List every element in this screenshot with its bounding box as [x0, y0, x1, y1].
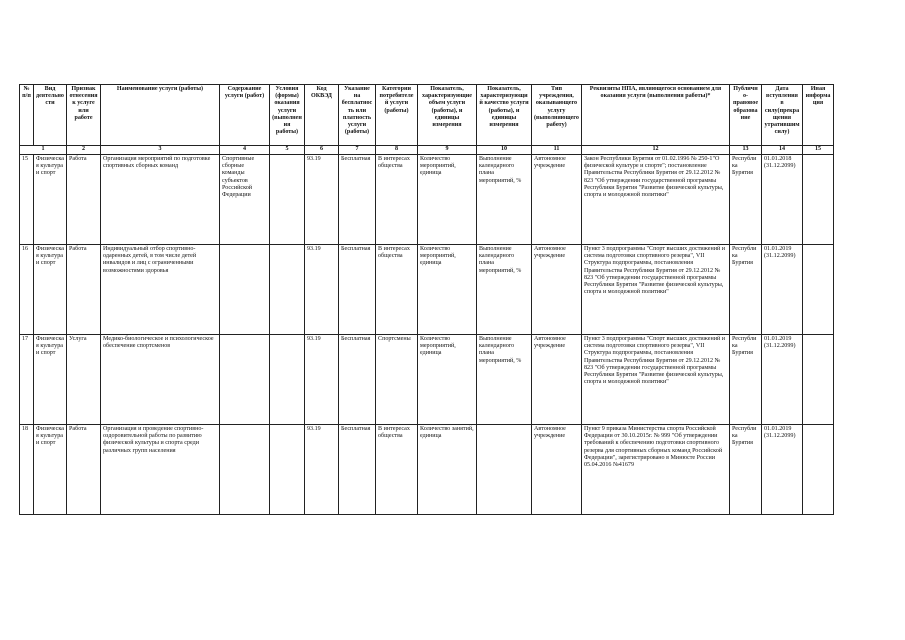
activity-cell: Физическая культура и спорт: [34, 245, 67, 335]
column-number: 15: [803, 146, 834, 155]
table-row: [20, 155, 834, 245]
table-row: [20, 245, 834, 335]
conditions-cell: [270, 335, 305, 425]
other-cell: [803, 425, 834, 515]
other-cell: [803, 245, 834, 335]
column-number-row: [20, 146, 834, 155]
column-number: 7: [339, 146, 376, 155]
npa-cell: Пункт 3 подпрограммы "Спорт высших достижений и система подготовки спортивного резерва", VII Структура подпрограммы, постановления Правительства Республики Бурятия от 29.12.2012 № 823 "Об утверждении государственной программы Республики Бурятия "Развитие физической культуры, спорта и молодежной политики": [582, 245, 730, 335]
column-number: 14: [762, 146, 803, 155]
header-cell: Дата вступления в силу(прекращения утратившим силу): [762, 85, 803, 146]
service-name-cell: Медико-биологическое и психологическое обеспечение спортсменов: [101, 335, 220, 425]
date-cell: 01.01.2019 (31.12.2099): [762, 425, 803, 515]
column-number: 13: [730, 146, 762, 155]
table-row: [20, 335, 834, 425]
quality-cell: Выполнение календарного плана мероприятий, %: [477, 155, 532, 245]
header-row: [20, 85, 834, 146]
type-cell: Работа: [67, 425, 101, 515]
header-cell: Содержание услуги (работ): [220, 85, 270, 146]
row-number: 16: [20, 245, 34, 335]
payment-cell: Бесплатная: [339, 155, 376, 245]
header-cell: Наименование услуги (работы): [101, 85, 220, 146]
table-row: [20, 425, 834, 515]
institution-cell: Автономное учреждение: [532, 425, 582, 515]
column-number: 4: [220, 146, 270, 155]
content-cell: Спортивные сборные команды субъектов Российской Федерации: [220, 155, 270, 245]
volume-cell: Количество мероприятий, единица: [418, 155, 477, 245]
consumers-cell: В интересах общества: [376, 155, 418, 245]
institution-cell: Автономное учреждение: [532, 245, 582, 335]
payment-cell: Бесплатная: [339, 335, 376, 425]
volume-cell: Количество мероприятий, единица: [418, 245, 477, 335]
okved-cell: 93.19: [305, 245, 339, 335]
header-cell: Код ОКВЭД: [305, 85, 339, 146]
npa-cell: Пункт 3 подпрограммы "Спорт высших достижений и система подготовки спортивного резерва", VII Структура подпрограммы, постановления Правительства Республики Бурятия от 29.12.2012 № 823 "Об утверждении государственной программы Республики Бурятия "Развитие физической культуры, спорта и молодежной политики": [582, 335, 730, 425]
row-number: 17: [20, 335, 34, 425]
entity-cell: Республика Бурятия: [730, 335, 762, 425]
okved-cell: 93.19: [305, 335, 339, 425]
npa-cell: Закон Республики Бурятия от 01.02.1996 № 250-1"О физической культуре и спорте"; постановление Правительства Республики Бурятия от 29.12.2012 № 823 "Об утверждении государственной программы Республики Бурятия "Развитие физической культуры, спорта и молодежной политики": [582, 155, 730, 245]
column-number: 3: [101, 146, 220, 155]
column-number: 12: [582, 146, 730, 155]
entity-cell: Республика Бурятия: [730, 155, 762, 245]
volume-cell: Количество занятий, единица: [418, 425, 477, 515]
content-cell: [220, 245, 270, 335]
date-cell: 01.01.2019 (31.12.2099): [762, 245, 803, 335]
npa-cell: Пункт 9 приказа Министерства спорта Российской Федерации от 30.10.2015г. № 999 "Об утверждении требований к обеспечению подготовки спортивного резерва для спортивных сборных команд Российской Федерации", зарегистрировано в Минюсте России 05.04.2016 №41679: [582, 425, 730, 515]
conditions-cell: [270, 245, 305, 335]
column-number: 5: [270, 146, 305, 155]
institution-cell: Автономное учреждение: [532, 335, 582, 425]
entity-cell: Республика Бурятия: [730, 245, 762, 335]
column-number: 8: [376, 146, 418, 155]
column-number: 11: [532, 146, 582, 155]
date-cell: 01.01.2019 (31.12.2099): [762, 335, 803, 425]
header-cell: Иная информация: [803, 85, 834, 146]
header-cell: Тип учреждения, оказывающего услугу (выполняющего работу): [532, 85, 582, 146]
header-cell: Вид деятельности: [34, 85, 67, 146]
header-cell: Условия (формы) оказания услуги (выполнения работы): [270, 85, 305, 146]
header-cell: Указание на бесплатность или платность услуги (работы): [339, 85, 376, 146]
type-cell: Работа: [67, 155, 101, 245]
column-number: 2: [67, 146, 101, 155]
column-number: 10: [477, 146, 532, 155]
header-cell: Реквизиты НПА, являющегося основанием для оказания услуги (выполнения работы)*: [582, 85, 730, 146]
date-cell: 01.01.2018 (31.12.2099): [762, 155, 803, 245]
activity-cell: Физическая культура и спорт: [34, 335, 67, 425]
consumers-cell: Спортсмены: [376, 335, 418, 425]
type-cell: Работа: [67, 245, 101, 335]
other-cell: [803, 155, 834, 245]
quality-cell: [477, 425, 532, 515]
consumers-cell: В интересах общества: [376, 425, 418, 515]
service-name-cell: Индивидуальный отбор спортивно-одаренных детей, в том числе детей инвалидов и лиц с ограниченными возможностями здоровья: [101, 245, 220, 335]
header-cell: Показатель, характеризующий качество услуги (работы), и единицы измерения: [477, 85, 532, 146]
header-cell: Признак отнесения к услуге или работе: [67, 85, 101, 146]
service-name-cell: Организация мероприятий по подготовке спортивных сборных команд: [101, 155, 220, 245]
other-cell: [803, 335, 834, 425]
conditions-cell: [270, 425, 305, 515]
quality-cell: Выполнение календарного плана мероприятий, %: [477, 245, 532, 335]
column-number: 1: [20, 146, 67, 155]
consumers-cell: В интересах общества: [376, 245, 418, 335]
header-cell: Публично-правовое образование: [730, 85, 762, 146]
institution-cell: Автономное учреждение: [532, 155, 582, 245]
content-cell: [220, 335, 270, 425]
type-cell: Услуга: [67, 335, 101, 425]
okved-cell: 93.19: [305, 425, 339, 515]
column-number: 9: [418, 146, 477, 155]
column-number: 6: [305, 146, 339, 155]
payment-cell: Бесплатная: [339, 245, 376, 335]
payment-cell: Бесплатная: [339, 425, 376, 515]
header-cell: Категории потребителей услуги (работы): [376, 85, 418, 146]
row-number: 15: [20, 155, 34, 245]
content-cell: [220, 425, 270, 515]
row-number: 18: [20, 425, 34, 515]
conditions-cell: [270, 155, 305, 245]
quality-cell: Выполнение календарного плана мероприятий, %: [477, 335, 532, 425]
header-cell: № п/п: [20, 85, 34, 146]
header-cell: Показатель, характеризующие объем услуги (работы), и единицы измерения: [418, 85, 477, 146]
entity-cell: Республика Бурятия: [730, 425, 762, 515]
activity-cell: Физическая культура и спорт: [34, 155, 67, 245]
services-registry-table: [19, 84, 834, 515]
service-name-cell: Организация и проведение спортивно-оздоровительной работы по развитию физической культуры и спорта среди различных групп населения: [101, 425, 220, 515]
activity-cell: Физическая культура и спорт: [34, 425, 67, 515]
volume-cell: Количество мероприятий, единица: [418, 335, 477, 425]
okved-cell: 93.19: [305, 155, 339, 245]
